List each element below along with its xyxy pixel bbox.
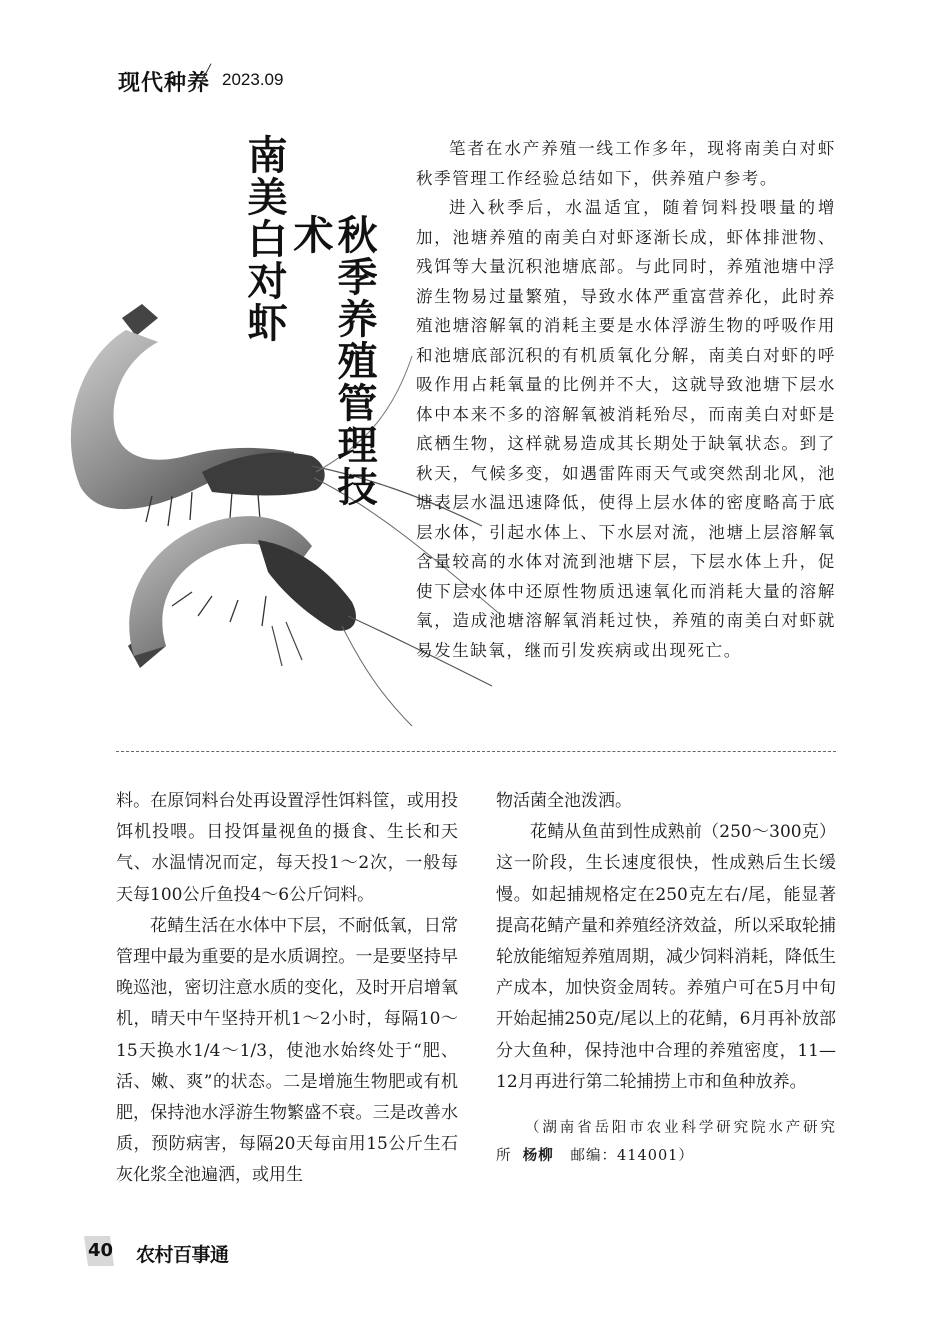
credit-affiliation: （湖南省岳阳市农业科学研究院水产研究所 [496,1120,836,1165]
body-paragraph: 物活菌全池泼洒。 [496,791,632,811]
title-line-2: 秋季养殖管理技术 [287,214,378,508]
right-column [496,786,836,1170]
credit-author-name: 杨柳 [522,1148,554,1165]
intro-paragraph: 笔者在水产养殖一线工作多年，现将南美白对虾秋季管理工作经验总结如下，供养殖户参考。 [416,139,836,188]
body-paragraph: 花鲭生活在水体中下层，不耐低氧，日常管理中最为重要的是水质调控。一是要坚持早晚巡池，密切注意水质的变化，及时开启增氧机，晴天中午坚持开机1～2小时，每隔10～15天换水1/4～1/3，使池水始终处于“肥、活、嫩、爽”的状态。二是增施生物肥或有机肥，保持池水浮游生物繁盛不衰。三是改善水质，预防病害，每隔20天每亩用15公斤生石灰化浆全池遍洒，或用生 [116,915,458,1186]
author-credit [496,1114,836,1170]
intro-section [416,134,836,665]
page-number: 40 [88,1240,114,1261]
body-paragraph: 料。在原饲料台处再设置浮性饵料筐，或用投饵机投喂。日投饵量视鱼的摄食、生长和天气、水温情况而定，每天投1～2次，一般每天每100公斤鱼投4～6公斤饲料。 [116,791,458,905]
body-paragraph: 花鲭从鱼苗到性成熟前（250～300克）这一阶段，生长速度很快，性成熟后生长缓慢。如起捕规格定在250克左右/尾，能显著提高花鲭产量和养殖经济效益，所以采取轮捕轮放能缩短养殖周期，减少饲料消耗，降低生产成本，加快资金周转。养殖户可在5月中旬开始起捕250克/尾以上的花鲭，6月再补放部分大鱼种，保持池中合理的养殖密度，11—12月再进行第二轮捕捞上市和鱼种放养。 [496,822,836,1092]
title-line-1: 南美白对虾 [241,134,288,344]
magazine-name: 农村百事通 [136,1244,229,1266]
left-column [116,786,458,1192]
section-divider [116,751,836,752]
intro-paragraph: 进入秋季后，水温适宜，随着饲料投喂量的增加，池塘养殖的南美白对虾逐渐长成，虾体排泄物、残饵等大量沉积池塘底部。与此同时，养殖池塘中浮游生物易过量繁殖，导致水体严重富营养化，此时养殖池塘溶解氧的消耗主要是水体浮游生物的呼吸作用和池塘底部沉积的有机质氧化分解，南美白对虾的呼吸作用占耗氧量的比例并不大，这就导致池塘下层水体中本来不多的溶解氧被消耗殆尽，而南美白对虾是底栖生物，这样就易造成其长期处于缺氧状态。到了秋天，气候多变，如遇雷阵雨天气或突然刮北风，池塘表层水温迅速降低，使得上层水体的密度略高于底层水体，引起水体上、下水层对流，池塘上层溶解氧含量较高的水体对流到池塘下层，下层水体上升，促使下层水体中还原性物质迅速氧化而消耗大量的溶解氧，造成池塘溶解氧消耗过快，养殖的南美白对虾就易发生缺氧，继而引发疾病或出现死亡。 [416,198,836,660]
header-brand: 现代种养 [118,71,211,96]
credit-postcode: 邮编：414001） [570,1148,694,1165]
header-date: 2023.09 [222,70,284,89]
